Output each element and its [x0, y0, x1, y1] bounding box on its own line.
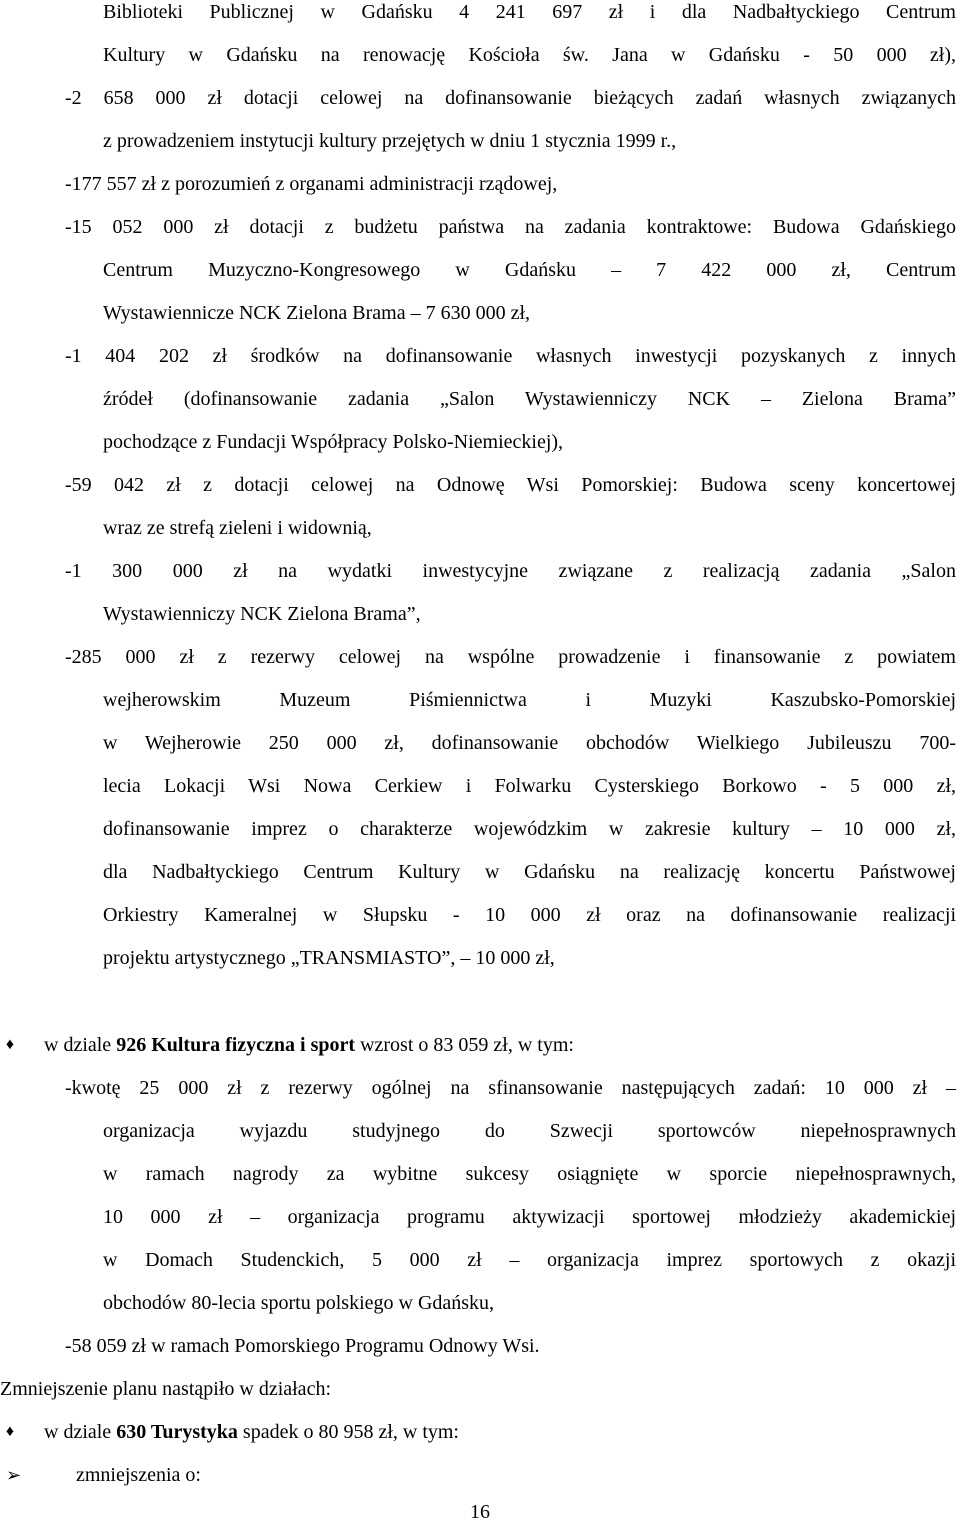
text-line: dla Nadbałtyckiego Centrum Kultury w Gdańsku na realizację koncertu Państwowej: [103, 861, 956, 883]
sub-item-text: zmniejszenia o:: [76, 1464, 201, 1486]
text-line: lecia Lokacji Wsi Nowa Cerkiew i Folwarku Cysterskiego Borkowo - 5 000 zł,: [103, 775, 956, 797]
text-line: Centrum Muzyczno-Kongresowego w Gdańsku – 7 422 000 zł, Centrum: [103, 259, 956, 281]
text-line: Biblioteki Publicznej w Gdańsku 4 241 697 zł i dla Nadbałtyckiego Centrum: [103, 1, 956, 23]
text-line: -2 658 000 zł dotacji celowej na dofinansowanie bieżących zadań własnych związanych: [65, 87, 956, 109]
text-line: obchodów 80-lecia sportu polskiego w Gdańsku,: [103, 1292, 495, 1314]
text-line: -1 404 202 zł środków na dofinansowanie własnych inwestycji pozyskanych z innych: [65, 345, 956, 367]
section-926-title: 926 Kultura fizyczna i sport: [116, 1034, 356, 1056]
text-line: 10 000 zł – organizacja programu aktywizacji sportowej młodzieży akademickiej: [103, 1206, 956, 1228]
section-926-heading: w dziale 926 Kultura fizyczna i sport wzrost o 83 059 zł, w tym:: [44, 1034, 574, 1056]
section-630-heading: w dziale 630 Turystyka spadek o 80 958 zł, w tym:: [44, 1421, 459, 1443]
text-line: w ramach nagrody za wybitne sukcesy osiągnięte w sporcie niepełnosprawnych,: [103, 1163, 956, 1185]
page-number: 16: [470, 1501, 490, 1523]
text-line: dofinansowanie imprez o charakterze wojewódzkim w zakresie kultury – 10 000 zł,: [103, 818, 956, 840]
text-line: Kultury w Gdańsku na renowację Kościoła św. Jana w Gdańsku - 50 000 zł),: [103, 44, 956, 66]
text-line: -kwotę 25 000 zł z rezerwy ogólnej na sfinansowanie następujących zadań: 10 000 zł –: [65, 1077, 956, 1099]
section-630-title: 630 Turystyka: [116, 1421, 238, 1443]
text-line: wejherowskim Muzeum Piśmiennictwa i Muzyki Kaszubsko-Pomorskiej: [103, 689, 956, 711]
text-line: źródeł (dofinansowanie zadania „Salon Wystawienniczy NCK – Zielona Brama”: [103, 388, 956, 410]
text-line: -177 557 zł z porozumień z organami administracji rządowej,: [65, 173, 558, 195]
text-line: w Wejherowie 250 000 zł, dofinansowanie obchodów Wielkiego Jubileuszu 700-: [103, 732, 956, 754]
text-line: Wystawiennicze NCK Zielona Brama – 7 630 000 zł,: [103, 302, 531, 324]
text-line: -1 300 000 zł na wydatki inwestycyjne związane z realizacją zadania „Salon: [65, 560, 956, 582]
text-line: -15 052 000 zł dotacji z budżetu państwa na zadania kontraktowe: Budowa Gdańskiego: [65, 216, 956, 238]
diamond-bullet-icon: ♦: [5, 1036, 15, 1053]
decrease-heading: Zmniejszenie planu nastąpiło w działach:: [0, 1378, 331, 1400]
text-line: -58 059 zł w ramach Pomorskiego Programu Odnowy Wsi.: [65, 1335, 540, 1357]
text-line: pochodzące z Fundacji Współpracy Polsko-Niemieckiej),: [103, 431, 564, 453]
text-line: Orkiestry Kameralnej w Słupsku - 10 000 zł oraz na dofinansowanie realizacji: [103, 904, 956, 926]
text-line: w Domach Studenckich, 5 000 zł – organizacja imprez sportowych z okazji: [103, 1249, 956, 1271]
text-line: wraz ze strefą zieleni i widownią,: [103, 517, 372, 539]
text-line: organizacja wyjazdu studyjnego do Szwecji sportowców niepełnosprawnych: [103, 1120, 956, 1142]
diamond-bullet-icon: ♦: [5, 1423, 15, 1440]
text-line: Wystawienniczy NCK Zielona Brama”,: [103, 603, 421, 625]
text-line: z prowadzeniem instytucji kultury przejętych w dniu 1 stycznia 1999 r.,: [103, 130, 677, 152]
text-line: -59 042 zł z dotacji celowej na Odnowę Wsi Pomorskiej: Budowa sceny koncertowej: [65, 474, 956, 496]
text-line: projektu artystycznego „TRANSMIASTO”, – 10 000 zł,: [103, 947, 555, 969]
text-line: -285 000 zł z rezerwy celowej na wspólne prowadzenie i finansowanie z powiatem: [65, 646, 956, 668]
